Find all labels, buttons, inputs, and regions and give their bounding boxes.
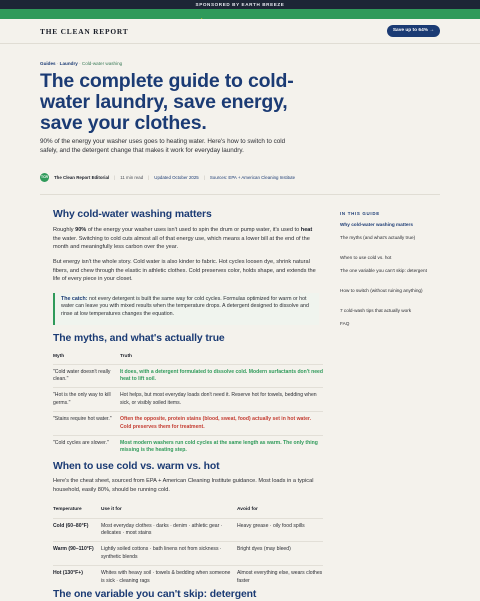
myth-cell: "Stains require hot water." xyxy=(53,416,112,423)
temperature-cell: Hot (130°F+) xyxy=(53,570,83,577)
breadcrumb xyxy=(40,61,122,66)
myth-cell: "Cold cycles are slower." xyxy=(53,439,109,446)
toc-item-faq[interactable]: FAQ xyxy=(340,321,350,326)
article-lede: 90% of the energy your washer uses goes to heating water. Here's how to switch to cold safely, and the detergent change that makes it work for everyday laundry. xyxy=(40,138,286,155)
toc-item-detergent[interactable]: The one variable you can't skip: detergent xyxy=(340,268,427,273)
toc-item-cold-vs-hot[interactable]: When to use cold vs. hot xyxy=(340,255,392,260)
header-divider xyxy=(40,194,440,195)
truth-cell: Hot helps, but most everyday loads don't need it. Reserve hot for towels, bedding when sick, or visibly soiled items. xyxy=(119,392,317,406)
site-logo[interactable]: THE CLEAN REPORT xyxy=(40,27,129,36)
article-title: The complete guide to cold-water laundry, save energy, save your clothes. xyxy=(40,70,294,134)
truth-cell: Most modern washers run cold cycles at the same length as warm. The only thing missing is the heating step. xyxy=(119,439,318,454)
column-header-avoid: Avoid for xyxy=(237,507,258,513)
table-row xyxy=(53,435,323,458)
breadcrumb-laundry[interactable]: Laundry xyxy=(59,61,78,66)
column-header-use: Use it for xyxy=(101,507,122,513)
site-header xyxy=(0,19,480,44)
breadcrumb-separator: · xyxy=(56,61,59,66)
breadcrumb-guides[interactable]: Guides xyxy=(40,61,56,66)
column-header-temperature: Temperature xyxy=(53,507,82,513)
use-cell: Whites with heavy soil · towels & bedding when someone is sick · cleaning rags xyxy=(101,570,231,584)
table-row xyxy=(53,364,323,388)
section-paragraph: Here's the cheat sheet, sourced from EPA + American Cleaning Institute guidance. Most loads in a typical household, easily 80%, should be running cold. xyxy=(53,478,314,493)
table-row xyxy=(53,388,323,412)
section-paragraph: Roughly 90% of the energy your washer uses isn't used to spin the drum or pump water, it's used to heat the water. Switching to cold cuts almost all of that energy use, which means a lower bill at the end of the month and meaningfully less carbon over the year. xyxy=(53,227,313,251)
byline-separator: | xyxy=(148,175,150,180)
sponsor-bar xyxy=(0,0,480,9)
callout-text: not every detergent is built the same way for cold cycles. Formulas optimized for warm or hot water can leave you with mixed results when the temperature drops. A detergent designed to dissolve and rinse at low temperatures changes the equation. xyxy=(61,296,309,317)
byline xyxy=(40,173,300,182)
author-avatar: TCR xyxy=(40,173,49,182)
table-row xyxy=(53,412,323,436)
section-heading-myths: The myths, and what's actually true xyxy=(53,333,225,344)
temperature-table xyxy=(53,502,323,589)
author-name[interactable]: The Clean Report Editorial xyxy=(54,175,110,180)
callout-label: The catch: xyxy=(61,296,88,302)
updated-date: Updated October 2025 xyxy=(154,175,199,180)
toc-item-tips[interactable]: 7 cold-wash tips that actually work xyxy=(340,308,412,313)
breadcrumb-current: Cold-water washing xyxy=(81,61,123,66)
table-row xyxy=(53,518,323,542)
toc-item-why-cold[interactable]: Why cold-water washing matters xyxy=(340,222,413,227)
section-paragraph: But energy isn't the whole story. Cold water is also kinder to fabric. Hot cycles loosen dye, shrink natural fibers, and chew through the elastic in athletic clothes. Cold preserves color, holds shape, and extends the life of every piece in your closet. xyxy=(53,259,316,283)
section-heading-detergent: The one variable you can't skip: detergent xyxy=(53,589,257,600)
myth-cell: "Cold water doesn't really clean." xyxy=(53,368,111,382)
sources-link[interactable]: Sources: EPA + American Cleaning Institute xyxy=(209,175,296,180)
myth-cell: "Hot is the only way to kill germs." xyxy=(53,392,111,406)
column-header-myth: Myth xyxy=(53,354,65,360)
toc-item-how-to-switch[interactable]: How to switch (without ruining anything) xyxy=(340,288,423,293)
column-header-truth: Truth xyxy=(119,354,132,360)
byline-separator: | xyxy=(114,175,116,180)
sponsor-text: SPONSORED BY EARTH BREEZE xyxy=(195,2,285,7)
myths-table xyxy=(53,350,323,459)
table-row xyxy=(53,566,323,589)
callout-box xyxy=(53,293,319,325)
avoid-cell: Bright dyes (may bleed) xyxy=(237,546,291,553)
temperature-cell: Warm (90–110°F) xyxy=(53,546,94,553)
avoid-cell: Heavy grease · oily food spills xyxy=(237,522,305,529)
truth-cell: Often the opposite, protein stains (blood, sweat, food) actually set in hot water. Cold preserves them for treatment. xyxy=(119,416,312,430)
read-time: 11 min read xyxy=(120,175,144,180)
use-cell: Lightly soiled cottons · bath linens not from sickness · synthetic blends xyxy=(101,546,222,560)
byline-separator: | xyxy=(203,175,205,180)
section-heading-why: Why cold-water washing matters xyxy=(53,209,212,220)
breadcrumb-separator: · xyxy=(79,61,81,66)
temperature-cell: Cold (60–80°F) xyxy=(53,522,89,529)
toc-item-myths[interactable]: The myths (and what's actually true) xyxy=(340,235,416,240)
table-row xyxy=(53,542,323,566)
truth-cell: It does, with a detergent formulated to dissolve cold. Modern surfactants don't need heat to lift soil. xyxy=(119,368,323,382)
promo-bar[interactable] xyxy=(0,9,480,19)
section-heading-temperatures: When to use cold vs. warm vs. hot xyxy=(53,461,220,472)
use-cell: Most everyday clothes · darks · denim · athletic gear · delicates · most stains xyxy=(101,522,223,536)
avoid-cell: Almost everything else, wears clothes faster xyxy=(237,570,323,584)
save-cta-button[interactable]: Save up to 64% → xyxy=(387,25,440,37)
toc-heading: IN THIS GUIDE xyxy=(340,211,380,216)
